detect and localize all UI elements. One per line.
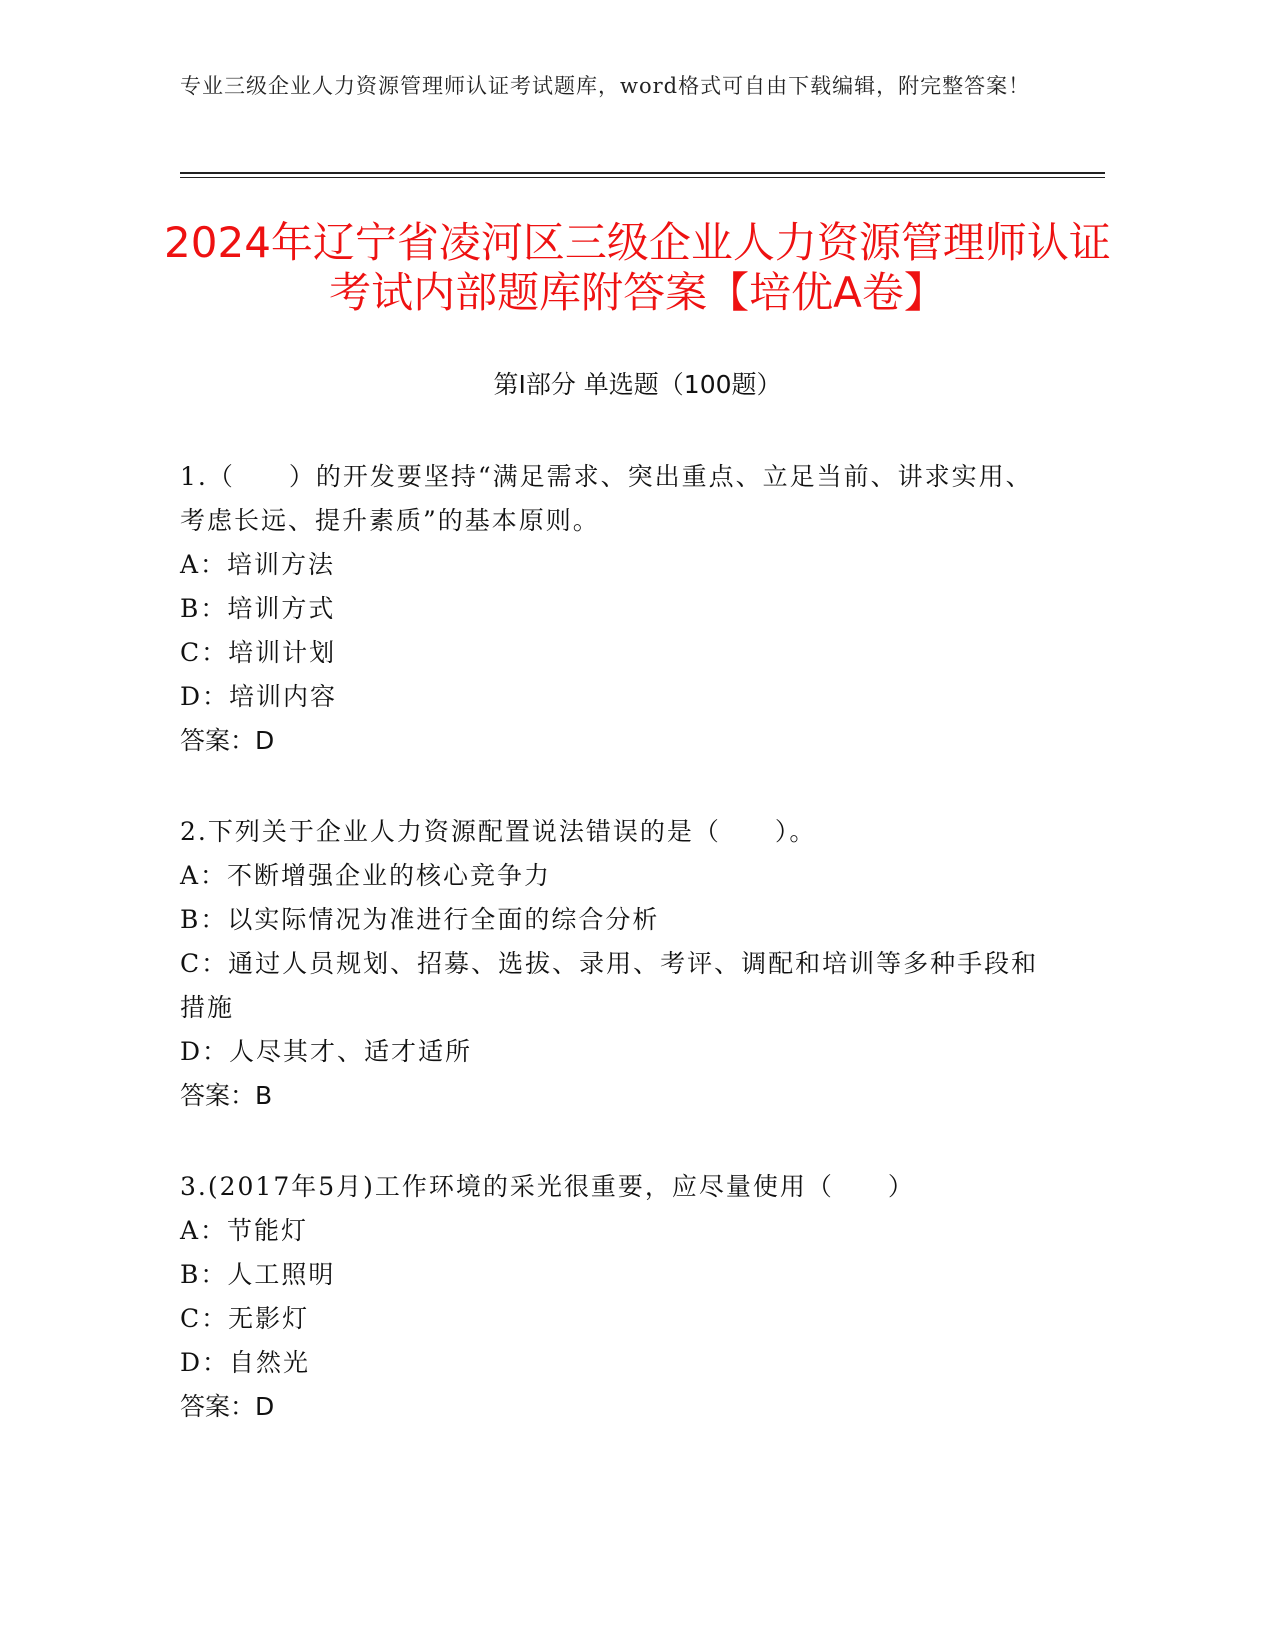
question-2 <box>180 810 1040 1118</box>
document-title: 2024年辽宁省凌河区三级企业人力资源管理师认证考试内部题库附答案【培优A卷】 <box>164 218 1111 317</box>
question-text: 3.(2017年5月)工作环境的采光很重要，应尽量使用（ ） <box>180 1172 915 1201</box>
option-c: C：无影灯 <box>180 1304 310 1333</box>
option-c: C：通过人员规划、招募、选拔、录用、考评、调配和培训等多种手段和措施 <box>180 949 1039 1022</box>
option-a: A：节能灯 <box>180 1216 309 1245</box>
question-text: 1.（ ）的开发要坚持“满足需求、突出重点、立足当前、讲求实用、考虑长远、提升素质”的基本原则。 <box>180 462 1033 535</box>
option-d: D：人尽其才、适才适所 <box>180 1037 473 1066</box>
option-d: D：培训内容 <box>180 682 338 711</box>
header-divider-thick <box>180 172 1105 174</box>
section-title: 第Ⅰ部分 单选题（100题） <box>493 370 782 399</box>
header-note: 专业三级企业人力资源管理师认证考试题库，word格式可自由下载编辑，附完整答案！ <box>180 74 1031 98</box>
question-text: 2.下列关于企业人力资源配置说法错误的是（ ）。 <box>180 817 817 846</box>
option-d: D：自然光 <box>180 1348 311 1377</box>
question-3 <box>180 1165 1040 1429</box>
option-a: A：培训方法 <box>180 550 336 579</box>
option-c: C：培训计划 <box>180 638 337 667</box>
question-1 <box>180 455 1040 763</box>
answer: 答案：B <box>180 1081 273 1110</box>
header-divider-thin <box>180 177 1105 178</box>
answer: 答案：D <box>180 1392 275 1421</box>
answer: 答案：D <box>180 726 275 755</box>
option-b: B：培训方式 <box>180 594 336 623</box>
option-b: B：以实际情况为准进行全面的综合分析 <box>180 905 660 934</box>
question-list <box>180 455 1040 1476</box>
option-b: B：人工照明 <box>180 1260 336 1289</box>
option-a: A：不断增强企业的核心竞争力 <box>180 861 552 890</box>
